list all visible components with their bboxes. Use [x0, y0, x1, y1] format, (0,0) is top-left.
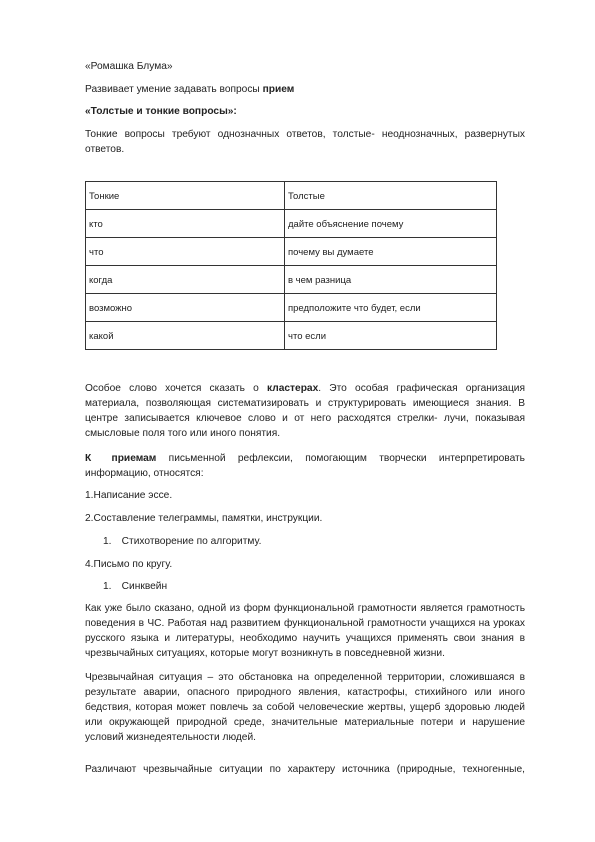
list-item: 1.Написание эссе. [85, 490, 173, 501]
description: Тонкие вопросы требуют однозначных ответов, толстые- неоднозначных, развернутых ответов. [85, 129, 525, 155]
table-row [86, 322, 497, 350]
table-row [86, 238, 497, 266]
heading: «Ромашка Блума» [85, 61, 173, 72]
table-cell: дайте объяснение почему [285, 210, 497, 238]
table-header-cell: Тонкие [86, 182, 285, 210]
clusters-paragraph [85, 381, 525, 441]
table-cell: какой [86, 322, 285, 350]
table-cell: когда [86, 266, 285, 294]
table-cell: возможно [86, 294, 285, 322]
reflection-bold: К приемам [85, 453, 157, 464]
list-item: 1. Стихотворение по алгоритму. [103, 536, 262, 547]
intro-line [85, 82, 525, 97]
questions-table [85, 181, 497, 350]
table-cell: предположите что будет, если [285, 294, 497, 322]
table-cell: кто [86, 210, 285, 238]
reflection-paragraph [85, 451, 525, 481]
subheading [85, 104, 525, 119]
list-item: 1. Синквейн [103, 581, 168, 592]
table-cell: в чем разница [285, 266, 497, 294]
intro-text: Развивает умение задавать вопросы [85, 84, 260, 95]
list-item: 4.Письмо по кругу. [85, 559, 173, 570]
table-row [86, 266, 497, 294]
table-row [86, 210, 497, 238]
table-cell: что если [285, 322, 497, 350]
reflection-text: письменной рефлексии, помогающим творчески интерпретировать информацию, относятся: [85, 453, 525, 479]
table-header-row [86, 182, 497, 210]
paragraph-emergency-definition: Чрезвычайная ситуация – это обстановка на определенной территории, сложившаяся в результате аварии, опасного природного явления, катастрофы, стихийного или иного бедствия, которая может повлечь за собой человеческие жертвы, ущерб здоровью людей или окружающей природной среде, значительные материальные потери и нарушение условий жизнедеятельности людей. [85, 672, 525, 743]
table-header-cell: Толстые [285, 182, 497, 210]
subheading-text: «Толстые и тонкие вопросы»: [85, 106, 237, 117]
table-cell: почему вы думаете [285, 238, 497, 266]
table-row [86, 294, 497, 322]
table-cell: что [86, 238, 285, 266]
list-item: 2.Составление телеграммы, памятки, инструкции. [85, 513, 323, 524]
clusters-text-after: . Это особая графическая организация материала, позволяющая систематизировать и структурировать имеющиеся знания. В центре записывается ключевое слово и от него расходятся стрелки- лучи, показывая смысловые поля того или иного понятия. [85, 383, 525, 439]
paragraph-functional-literacy: Как уже было сказано, одной из форм функциональной грамотности является грамотность поведения в ЧС. Работая над развитием функциональной грамотности учащихся на уроках русского языка и литературы, необходимо научить учащихся применять свои знания в чрезвычайных ситуациях, которые могут возникнуть в повседневной жизни. [85, 603, 525, 659]
paragraph-emergency-types: Различают чрезвычайные ситуации по характеру источника (природные, техногенные, [85, 764, 525, 775]
clusters-text-before: Особое слово хочется сказать о [85, 383, 259, 394]
clusters-bold: кластерах [267, 383, 319, 394]
intro-bold: прием [262, 84, 295, 95]
